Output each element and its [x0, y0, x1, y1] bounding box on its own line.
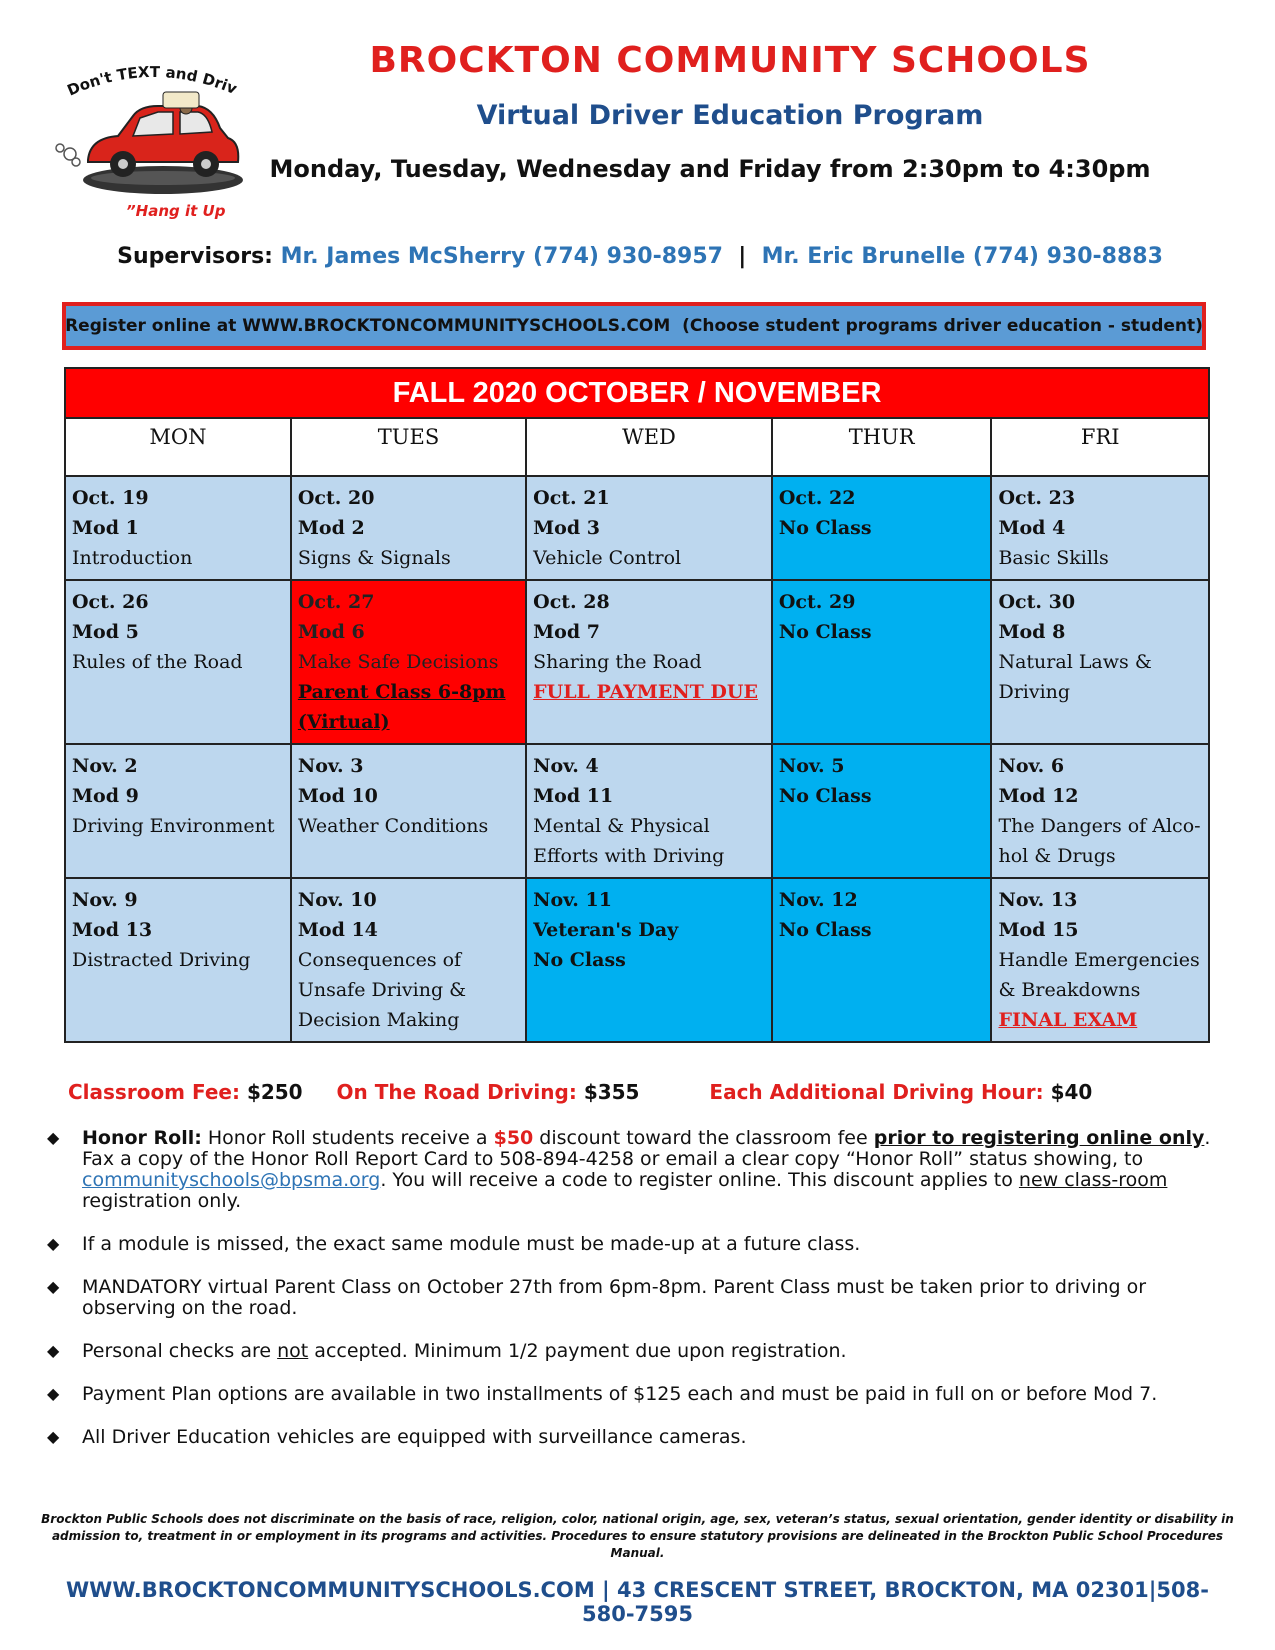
- supervisor-separator: |: [738, 244, 747, 269]
- calendar-week-row: [65, 580, 1209, 744]
- classroom-fee-value: $250: [246, 1080, 303, 1104]
- class-schedule: Monday, Tuesday, Wednesday and Friday from 2:30pm to 4:30pm: [269, 155, 1151, 183]
- cell-topic: Mental & Physical Efforts with Driving: [533, 815, 725, 867]
- cell-module: Mod 9: [72, 785, 139, 807]
- cell-module: Mod 6: [297, 621, 365, 643]
- bullet-cameras: [45, 1427, 1225, 1448]
- cell-module: Mod 12: [998, 785, 1079, 807]
- bullet-payment-plan: [45, 1384, 1225, 1405]
- cell-module: Mod 3: [533, 517, 600, 539]
- bullet-text: Personal checks are: [82, 1340, 278, 1362]
- calendar-day-header: [65, 418, 1209, 476]
- page-title: BROCKTON COMMUNITY SCHOOLS: [369, 40, 1091, 81]
- bullet-text: registration only.: [82, 1190, 242, 1212]
- cell-date: Nov. 11: [533, 889, 612, 911]
- info-bullets: [45, 1128, 1225, 1470]
- calendar-day-cell: [991, 476, 1209, 580]
- bullet-underlined-text: new class-room: [1018, 1169, 1168, 1191]
- cell-topic: Signs & Signals: [297, 547, 451, 569]
- diamond-bullet-icon: ◆: [47, 1128, 60, 1147]
- day-header: THUR: [772, 418, 992, 476]
- calendar-day-cell: [526, 878, 772, 1042]
- calendar-table: [64, 367, 1210, 1043]
- cell-date: Oct. 28: [533, 591, 610, 613]
- cell-topic: Sharing the Road: [533, 651, 702, 673]
- calendar-day-cell: [772, 744, 992, 878]
- email-link[interactable]: communityschools@bpsma.org: [82, 1169, 381, 1191]
- bullet-text: MANDATORY virtual Parent Class on October 27th from 6pm-8pm. Parent Class must be taken prior to driving or observing on the road.: [82, 1276, 1147, 1319]
- calendar-body: [65, 476, 1209, 1042]
- day-header: WED: [526, 418, 772, 476]
- cell-topic: Driving Environment: [72, 815, 275, 837]
- non-discrimination-disclaimer: Brockton Public Schools does not discriminate on the basis of race, religion, color, national origin, age, sex, veteran’s status, sexual orientation, gender identity or disability in admission to, treatment in or employment in its programs and activities. Procedures to ensure statutory provisions are delineated in the Brockton Public School Procedures Manual.: [41, 1512, 1234, 1560]
- cell-date: Oct. 20: [297, 487, 375, 509]
- honor-roll-amount: $50: [493, 1127, 534, 1149]
- calendar-day-cell: [65, 476, 291, 580]
- supervisor-2: Mr. Eric Brunelle (774) 930-8883: [761, 244, 1163, 269]
- cell-module: Veteran's Day: [533, 919, 679, 941]
- bullet-missed-module: [45, 1234, 1225, 1255]
- cell-date: Oct. 19: [72, 487, 149, 509]
- calendar-day-cell: [526, 580, 772, 744]
- calendar-day-cell: [991, 744, 1209, 878]
- calendar-day-cell: [291, 580, 526, 744]
- cell-module: Mod 13: [72, 919, 153, 941]
- bullet-text: Honor Roll students receive a: [201, 1127, 494, 1149]
- bullet-honor-roll: [45, 1128, 1225, 1212]
- cell-topic: Vehicle Control: [533, 547, 682, 569]
- calendar-day-cell: [291, 476, 526, 580]
- cell-module: Mod 11: [533, 785, 614, 807]
- bullet-text: discount toward the classroom fee: [533, 1127, 874, 1149]
- register-banner: [62, 302, 1206, 350]
- calendar-day-cell: [772, 476, 992, 580]
- bullet-underlined-text: prior to registering online only: [873, 1127, 1205, 1149]
- day-header: FRI: [991, 418, 1209, 476]
- cell-module: Mod 1: [72, 517, 139, 539]
- cell-alert: FULL PAYMENT DUE: [533, 681, 758, 703]
- cell-module: Mod 8: [998, 621, 1066, 643]
- cell-topic: Rules of the Road: [72, 651, 243, 673]
- cell-date: Oct. 21: [533, 487, 610, 509]
- cell-date: Nov. 13: [998, 889, 1078, 911]
- bullet-underlined-text: not: [277, 1340, 309, 1362]
- calendar-week-row: [65, 744, 1209, 878]
- cell-topic: Consequences of Unsafe Driving & Decision Making: [297, 949, 467, 1031]
- calendar-day-cell: [991, 580, 1209, 744]
- diamond-bullet-icon: ◆: [47, 1277, 60, 1296]
- cell-date: Oct. 22: [778, 487, 856, 509]
- cell-date: Nov. 10: [297, 889, 377, 911]
- bullet-text: . Fax a copy of the Honor Roll Report Card to 508-894-4258 or email a clear copy “Honor Roll” status showing, to: [82, 1127, 1211, 1170]
- cell-module: Mod 4: [998, 517, 1066, 539]
- cell-topic: Natural Laws & Driving: [998, 651, 1152, 703]
- calendar-day-cell: [65, 878, 291, 1042]
- calendar-banner-row: [65, 368, 1209, 418]
- supervisor-1: Mr. James McSherry (774) 930-8957: [280, 244, 723, 269]
- calendar-day-cell: [772, 580, 992, 744]
- page-subtitle: Virtual Driver Education Program: [476, 100, 984, 131]
- footer-contact: WWW.BROCKTONCOMMUNITYSCHOOLS.COM | 43 CRESCENT STREET, BROCKTON, MA 02301|508-580-7595: [66, 1578, 1209, 1626]
- calendar-week-row: [65, 476, 1209, 580]
- cell-module: No Class: [778, 621, 872, 643]
- cell-date: Oct. 27: [297, 591, 375, 613]
- dont-text-and-drive-logo: [48, 58, 258, 233]
- calendar-day-cell: [526, 744, 772, 878]
- logo-top-text: Don't TEXT and Driv: [64, 62, 240, 100]
- bullet-parent-class: [45, 1277, 1225, 1319]
- cell-module: Mod 7: [533, 621, 600, 643]
- cell-module: Mod 14: [297, 919, 378, 941]
- diamond-bullet-icon: ◆: [47, 1234, 60, 1253]
- calendar-day-cell: [65, 744, 291, 878]
- cell-module: Mod 15: [998, 919, 1079, 941]
- calendar-day-cell: [291, 878, 526, 1042]
- diamond-bullet-icon: ◆: [47, 1427, 60, 1446]
- road-fee-label: On The Road Driving:: [336, 1080, 577, 1104]
- cell-date: Nov. 5: [778, 755, 845, 777]
- svg-text:Don't TEXT and Drive: [48, 58, 240, 100]
- day-header: TUES: [291, 418, 526, 476]
- register-text: Register online at WWW.BROCKTONCOMMUNITYSCHOOLS.COM (Choose student programs driver education - student): [65, 316, 1203, 336]
- honor-roll-label: Honor Roll:: [82, 1127, 202, 1149]
- cell-date: Nov. 3: [297, 755, 364, 777]
- bullet-text: If a module is missed, the exact same module must be made-up at a future class.: [82, 1233, 861, 1255]
- road-fee-value: $355: [583, 1080, 640, 1104]
- cell-date: Nov. 4: [533, 755, 599, 777]
- cell-date: Nov. 6: [998, 755, 1065, 777]
- logo-bottom-text: ”Hang it Up: [126, 202, 226, 220]
- diamond-bullet-icon: ◆: [47, 1384, 60, 1403]
- cell-alert: FINAL EXAM: [998, 1009, 1138, 1031]
- cell-topic: The Dangers of Alco-hol & Drugs: [998, 815, 1201, 867]
- supervisors-label: Supervisors:: [117, 244, 273, 269]
- calendar-banner: FALL 2020 OCTOBER / NOVEMBER: [65, 368, 1209, 418]
- day-header: MON: [65, 418, 291, 476]
- supervisors-line: [40, 244, 1240, 269]
- cell-date: Nov. 9: [72, 889, 138, 911]
- classroom-fee-label: Classroom Fee:: [68, 1080, 240, 1104]
- cell-date: Nov. 12: [778, 889, 858, 911]
- car-logo-icon: [48, 58, 258, 233]
- cell-module: No Class: [778, 785, 872, 807]
- cell-date: Oct. 29: [778, 591, 856, 613]
- cell-module: No Class: [533, 949, 626, 971]
- bullet-text: accepted. Minimum 1/2 payment due upon registration.: [308, 1340, 847, 1362]
- cell-topic: Handle Emergencies & Breakdowns: [998, 949, 1200, 1001]
- cell-topic: Weather Conditions: [297, 815, 489, 837]
- cell-date: Oct. 30: [998, 591, 1076, 613]
- cell-topic: Introduction: [72, 547, 193, 569]
- bullet-text: Payment Plan options are available in two installments of $125 each and must be paid in full on or before Mod 7.: [82, 1383, 1158, 1405]
- cell-date: Oct. 23: [998, 487, 1076, 509]
- cell-topic: Basic Skills: [998, 547, 1109, 569]
- calendar-day-cell: [65, 580, 291, 744]
- cell-topic: Make Safe Decisions: [297, 651, 499, 673]
- hour-fee-value: $40: [1050, 1080, 1093, 1104]
- cell-date: Nov. 2: [72, 755, 138, 777]
- diamond-bullet-icon: ◆: [47, 1341, 60, 1360]
- cell-module: Mod 10: [297, 785, 378, 807]
- bullet-text: All Driver Education vehicles are equipped with surveillance cameras.: [82, 1426, 747, 1448]
- bullet-text: . You will receive a code to register online. This discount applies to: [380, 1169, 1019, 1191]
- fees-line: [68, 1080, 1218, 1104]
- calendar-day-cell: [291, 744, 526, 878]
- hour-fee-label: Each Additional Driving Hour:: [709, 1080, 1044, 1104]
- cell-topic: Distracted Driving: [72, 949, 251, 971]
- cell-date: Oct. 26: [72, 591, 149, 613]
- cell-module: Mod 2: [297, 517, 365, 539]
- bullet-payment: [45, 1341, 1225, 1362]
- cell-module: No Class: [778, 517, 872, 539]
- cell-module: Mod 5: [72, 621, 139, 643]
- cell-module: No Class: [778, 919, 872, 941]
- calendar-day-cell: [526, 476, 772, 580]
- calendar-day-cell: [772, 878, 992, 1042]
- calendar-day-cell: [991, 878, 1209, 1042]
- cell-alert: Parent Class 6-8pm (Virtual): [297, 681, 506, 733]
- calendar-week-row: [65, 878, 1209, 1042]
